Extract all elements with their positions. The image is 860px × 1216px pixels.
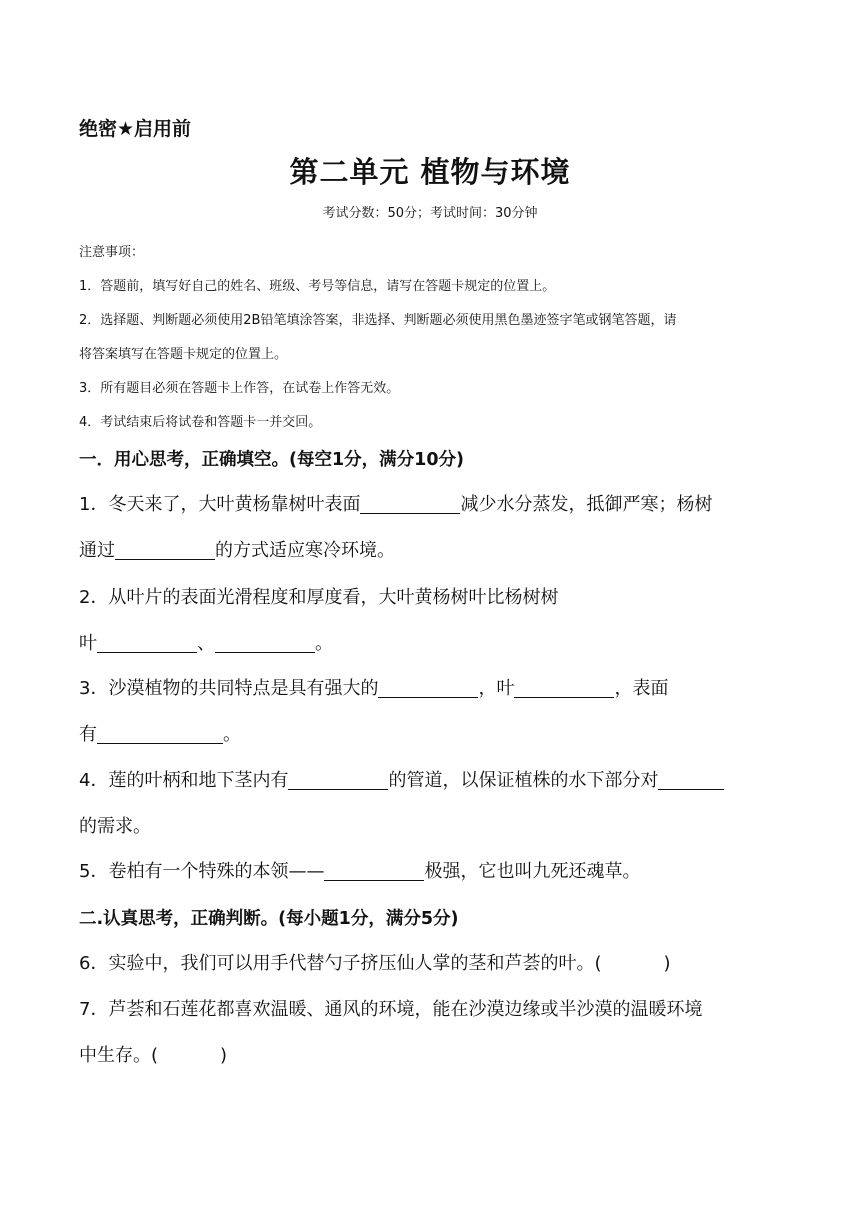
q2-blank-1[interactable] (97, 632, 197, 653)
q7-text-b: 中生存。( (79, 1045, 159, 1066)
note-item: 1．答题前，填写好自己的姓名、班级、考号等信息，请写在答题卡规定的位置上。 (79, 279, 556, 294)
q1-text-c: 通过 (79, 540, 115, 561)
secret-label: 绝密★启用前 (79, 118, 192, 140)
page-title: 第二单元 植物与环境 (289, 155, 571, 189)
q3-text-c: ，表面 (614, 678, 669, 699)
q1-blank-1[interactable] (360, 493, 460, 514)
exam-info: 考试分数：50分；考试时间：30分钟 (322, 206, 538, 221)
section-2-heading: 二.认真思考，正确判断。(每小题1分，满分5分) (79, 909, 459, 929)
question-5 (79, 849, 783, 895)
q3-blank-2[interactable] (514, 677, 614, 698)
notes-block (79, 236, 781, 440)
q5-blank-1[interactable] (324, 860, 424, 881)
q4-blank-1[interactable] (288, 769, 388, 790)
q6-text-a: 6．实验中，我们可以用手代替勺子挤压仙人掌的茎和芦荟的叶。( (79, 953, 602, 974)
question-3 (79, 666, 783, 758)
question-6 (79, 941, 783, 987)
note-item: 将答案填写在答题卡规定的位置上。 (79, 347, 288, 362)
q3-blank-3[interactable] (97, 723, 223, 744)
q3-text-d: 有 (79, 724, 97, 745)
q4-text-b: 的管道，以保证植株的水下部分对 (388, 770, 659, 791)
note-item: 2．选择题、判断题必须使用2B铅笔填涂答案，非选择、判断题必须使用黑色墨迹签字笔或钢笔答题，请 (79, 313, 677, 328)
q2-text-b: 叶 (79, 633, 97, 654)
question-1 (79, 482, 783, 574)
q5-text-b: 极强，它也叫九死还魂草。 (424, 861, 641, 882)
section-1-heading: 一．用心思考，正确填空。(每空1分，满分10分) (79, 450, 465, 470)
q3-blank-1[interactable] (378, 677, 478, 698)
q7-text-a: 7．芦荟和石莲花都喜欢温暖、通风的环境，能在沙漠边缘或半沙漠的温暖环境 (79, 999, 703, 1020)
q3-text-a: 3．沙漠植物的共同特点是具有强大的 (79, 678, 379, 699)
q6-text-b: ) (663, 953, 671, 974)
question-7 (79, 987, 783, 1079)
q2-text-c: 、 (197, 633, 215, 654)
question-4 (79, 758, 783, 850)
q1-text-a: 1．冬天来了，大叶黄杨靠树叶表面 (79, 494, 361, 515)
q4-text-a: 4．莲的叶柄和地下茎内有 (79, 770, 289, 791)
q1-blank-2[interactable] (115, 539, 215, 560)
q2-text-d: 。 (315, 633, 333, 654)
q2-blank-2[interactable] (215, 632, 315, 653)
notes-heading: 注意事项： (79, 245, 145, 260)
q2-text-a: 2．从叶片的表面光滑程度和厚度看，大叶黄杨树叶比杨树树 (79, 587, 559, 608)
question-2 (79, 575, 783, 667)
note-item: 4．考试结束后将试卷和答题卡一并交回。 (79, 415, 322, 430)
q5-text-a: 5．卷柏有一个特殊的本领—— (79, 861, 325, 882)
q7-text-c: ) (220, 1045, 228, 1066)
q1-text-d: 的方式适应寒冷环境。 (215, 540, 395, 561)
q3-text-e: 。 (223, 724, 241, 745)
q4-blank-2[interactable] (658, 769, 724, 790)
q3-text-b: ，叶 (478, 678, 515, 699)
q1-text-b: 减少水分蒸发，抵御严寒；杨树 (460, 494, 713, 515)
note-item: 3．所有题目必须在答题卡上作答，在试卷上作答无效。 (79, 381, 400, 396)
q4-text-c: 的需求。 (79, 816, 151, 837)
